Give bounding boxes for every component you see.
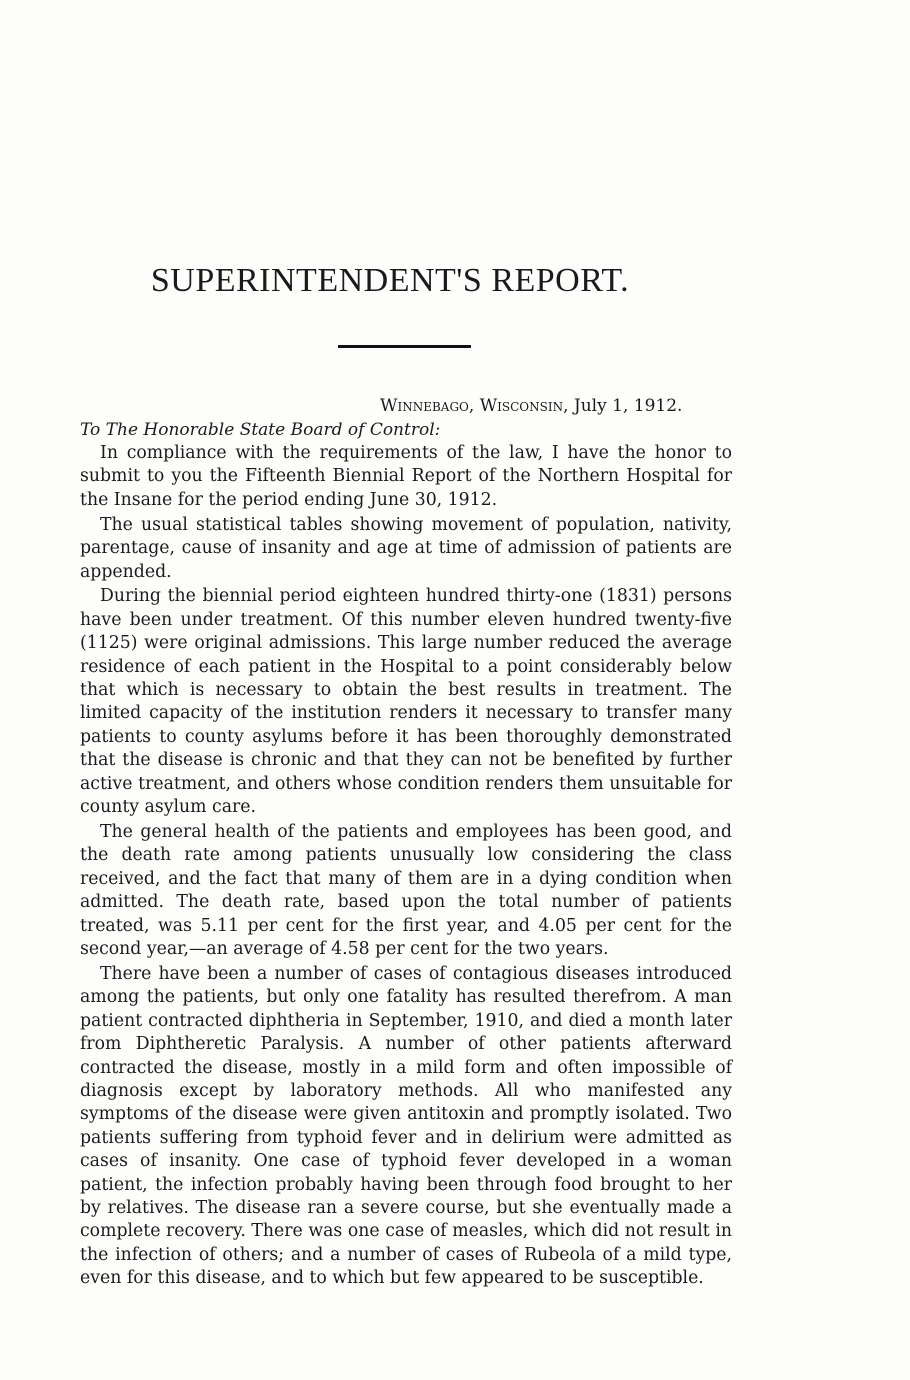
dateline-place: Winnebago, Wisconsin, [380,396,569,416]
dateline [380,396,682,416]
paragraph: The usual statistical tables showing movement of population, nativity, parentage, cause of insanity and age at time of admission of patients are appended. [80,514,732,582]
page-title: SUPERINTENDENT'S REPORT. [150,262,630,299]
dateline-date: July 1, 1912. [573,396,683,416]
report-body [80,442,732,1292]
title-rule [338,345,471,348]
salutation: To The Honorable State Board of Control: [80,420,441,440]
paragraph: The general health of the patients and employees has been good, and the death rate among patients unusually low considering the class received, and the fact that many of them are in a dying condition when admitted. The death rate, based upon the total number of patients treated, was 5.11 per cent for the first year, and 4.05 per cent for the second year,—an average of 4.58 per cent for the two years. [80,822,732,960]
paragraph: In compliance with the requirements of the law, I have the honor to submit to you the Fifteenth Biennial Report of the Northern Hospital for the Insane for the period ending June 30, 1912. [80,443,732,510]
paragraph: There have been a number of cases of contagious diseases introduced among the patients, but only one fatality has resulted therefrom. A man patient contracted diphtheria in September, 1910, and died a month later from Diphtheretic Paralysis. A number of other patients afterward contracted the disease, mostly in a mild form and often impossible of diagnosis except by laboratory methods. All who manifested any symptoms of the disease were given antitoxin and promptly isolated. Two patients suffering from typhoid fever and in delirium were admitted as cases of insanity. One case of typhoid fever developed in a woman patient, the infection probably having been through food brought to her by relatives. The disease ran a severe course, but she eventually made a complete recovery. There was one case of measles, which did not result in the infection of others; and a number of cases of Rubeola of a mild type, even for this disease, and to which but few appeared to be susceptible. [80,963,732,1289]
paragraph: During the biennial period eighteen hundred thirty-one (1831) persons have been under treatment. Of this number eleven hundred twenty-five (1125) were original admissions. This large number reduced the average residence of each patient in the Hospital to a point considerably below that which is necessary to obtain the best results in treatment. The limited capacity of the institution renders it necessary to transfer many patients to county asylums before it has been thoroughly demonstrated that the disease is chronic and that they can not be benefited by further active treatment, and others whose condition renders them unsuitable for county asylum care. [80,586,732,818]
